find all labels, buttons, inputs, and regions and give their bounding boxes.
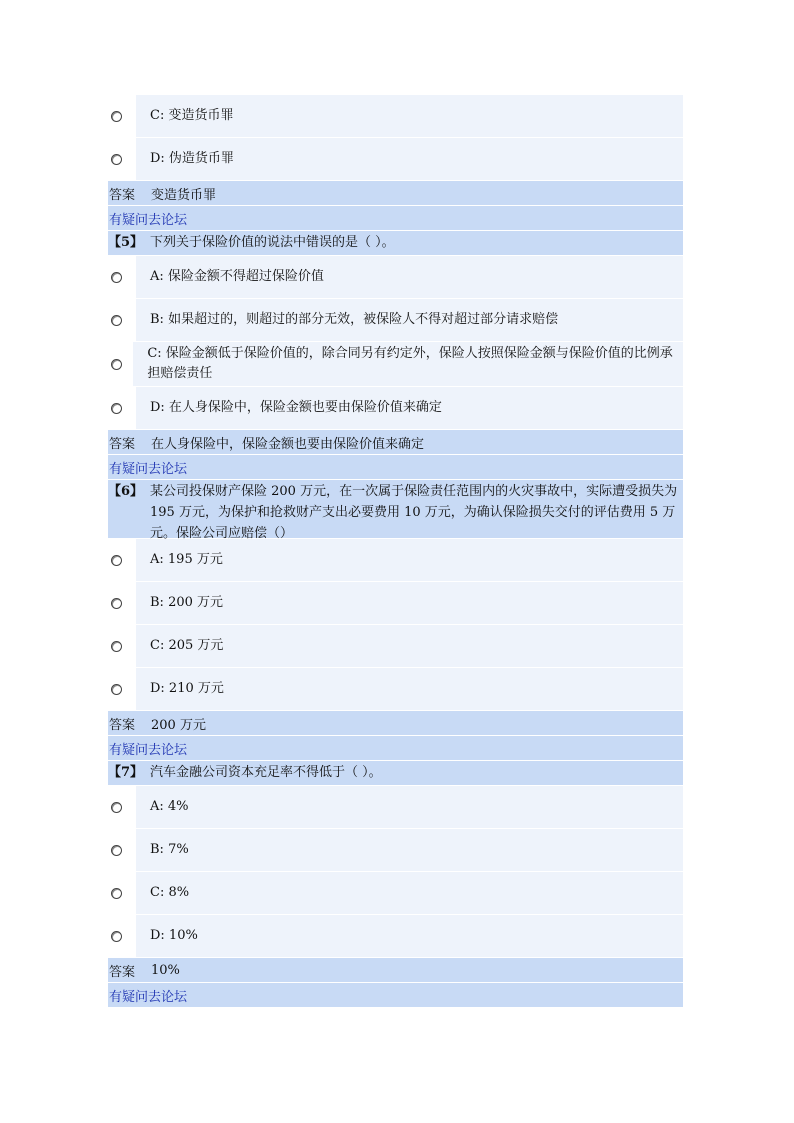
answer-text: 200 万元 <box>151 717 206 733</box>
answer-text: 在人身保险中，保险金额也要由保险价值来确定 <box>151 436 425 452</box>
option-row[interactable] <box>108 786 683 829</box>
radio-button[interactable] <box>111 598 122 609</box>
option-label: B: 200 万元 <box>150 595 224 610</box>
option-row[interactable] <box>108 829 683 872</box>
radio-button[interactable] <box>111 359 122 370</box>
radio-button[interactable] <box>111 315 122 326</box>
option-label: D: 伪造货币罪 <box>150 151 234 166</box>
radio-button[interactable] <box>111 845 122 856</box>
forum-link[interactable]: 有疑问去论坛 <box>108 206 683 231</box>
option-label: B: 如果超过的，则超过的部分无效，被保险人不得对超过部分请求赔偿 <box>150 312 559 327</box>
answer-row <box>108 430 683 455</box>
radio-button[interactable] <box>111 641 122 652</box>
option-label: D: 10% <box>150 928 198 943</box>
option-label: D: 在人身保险中，保险金额也要由保险价值来确定 <box>150 400 442 415</box>
option-row[interactable] <box>108 387 683 430</box>
question-text: 某公司投保财产保险 200 万元，在一次属于保险责任范围内的火灾事故中，实际遭受损失为 195 万元，为保护和抢救财产支出必要费用 10 万元，为确认保险损失交付的评估费用 5 万元。保险公司应赔偿（） <box>150 484 678 541</box>
answer-text: 变造货币罪 <box>151 187 217 203</box>
answer-label: 答案 <box>109 964 136 980</box>
answer-label: 答案 <box>109 436 136 452</box>
option-row[interactable] <box>108 95 683 138</box>
answer-label: 答案 <box>109 187 136 203</box>
answer-row <box>108 958 683 983</box>
option-label: B: 7% <box>150 842 189 857</box>
radio-button[interactable] <box>111 802 122 813</box>
forum-link[interactable]: 有疑问去论坛 <box>108 736 683 761</box>
option-label: A: 4% <box>150 799 189 814</box>
option-row[interactable] <box>108 625 683 668</box>
option-row[interactable] <box>108 582 683 625</box>
question-text: 下列关于保险价值的说法中错误的是（ ）。 <box>150 235 395 250</box>
radio-button[interactable] <box>111 403 122 414</box>
option-row[interactable] <box>108 256 683 299</box>
radio-button[interactable] <box>111 555 122 566</box>
option-row[interactable] <box>108 299 683 342</box>
radio-button[interactable] <box>111 111 122 122</box>
forum-link[interactable]: 有疑问去论坛 <box>108 983 683 1008</box>
question-text: 汽车金融公司资本充足率不得低于（ ）。 <box>150 765 382 780</box>
answer-text: 10% <box>151 962 180 978</box>
option-label: D: 210 万元 <box>150 681 224 696</box>
radio-button[interactable] <box>111 154 122 165</box>
option-row[interactable] <box>108 872 683 915</box>
option-row[interactable] <box>108 342 683 387</box>
answer-row <box>108 711 683 736</box>
question-row <box>108 761 683 786</box>
question-number: 【7】 <box>108 765 144 780</box>
option-label: C: 205 万元 <box>150 638 224 653</box>
option-label: A: 保险金额不得超过保险价值 <box>150 269 324 284</box>
option-label: C: 变造货币罪 <box>150 108 234 123</box>
question-row <box>108 480 683 539</box>
option-row[interactable] <box>108 915 683 958</box>
question-number: 【6】 <box>108 484 144 499</box>
radio-button[interactable] <box>111 272 122 283</box>
option-row[interactable] <box>108 539 683 582</box>
option-row[interactable] <box>108 668 683 711</box>
option-row[interactable] <box>108 138 683 181</box>
option-label: C: 8% <box>150 885 190 900</box>
answer-label: 答案 <box>109 717 136 733</box>
quiz-sheet <box>108 95 683 1008</box>
radio-button[interactable] <box>111 684 122 695</box>
option-label: A: 195 万元 <box>150 552 223 567</box>
question-number: 【5】 <box>108 235 144 250</box>
option-label: C: 保险金额低于保险价值的，除合同另有约定外，保险人按照保险金额与保险价值的比例承担赔偿责任 <box>147 346 673 381</box>
radio-button[interactable] <box>111 888 122 899</box>
question-row <box>108 231 683 256</box>
radio-button[interactable] <box>111 931 122 942</box>
forum-link[interactable]: 有疑问去论坛 <box>108 455 683 480</box>
answer-row <box>108 181 683 206</box>
